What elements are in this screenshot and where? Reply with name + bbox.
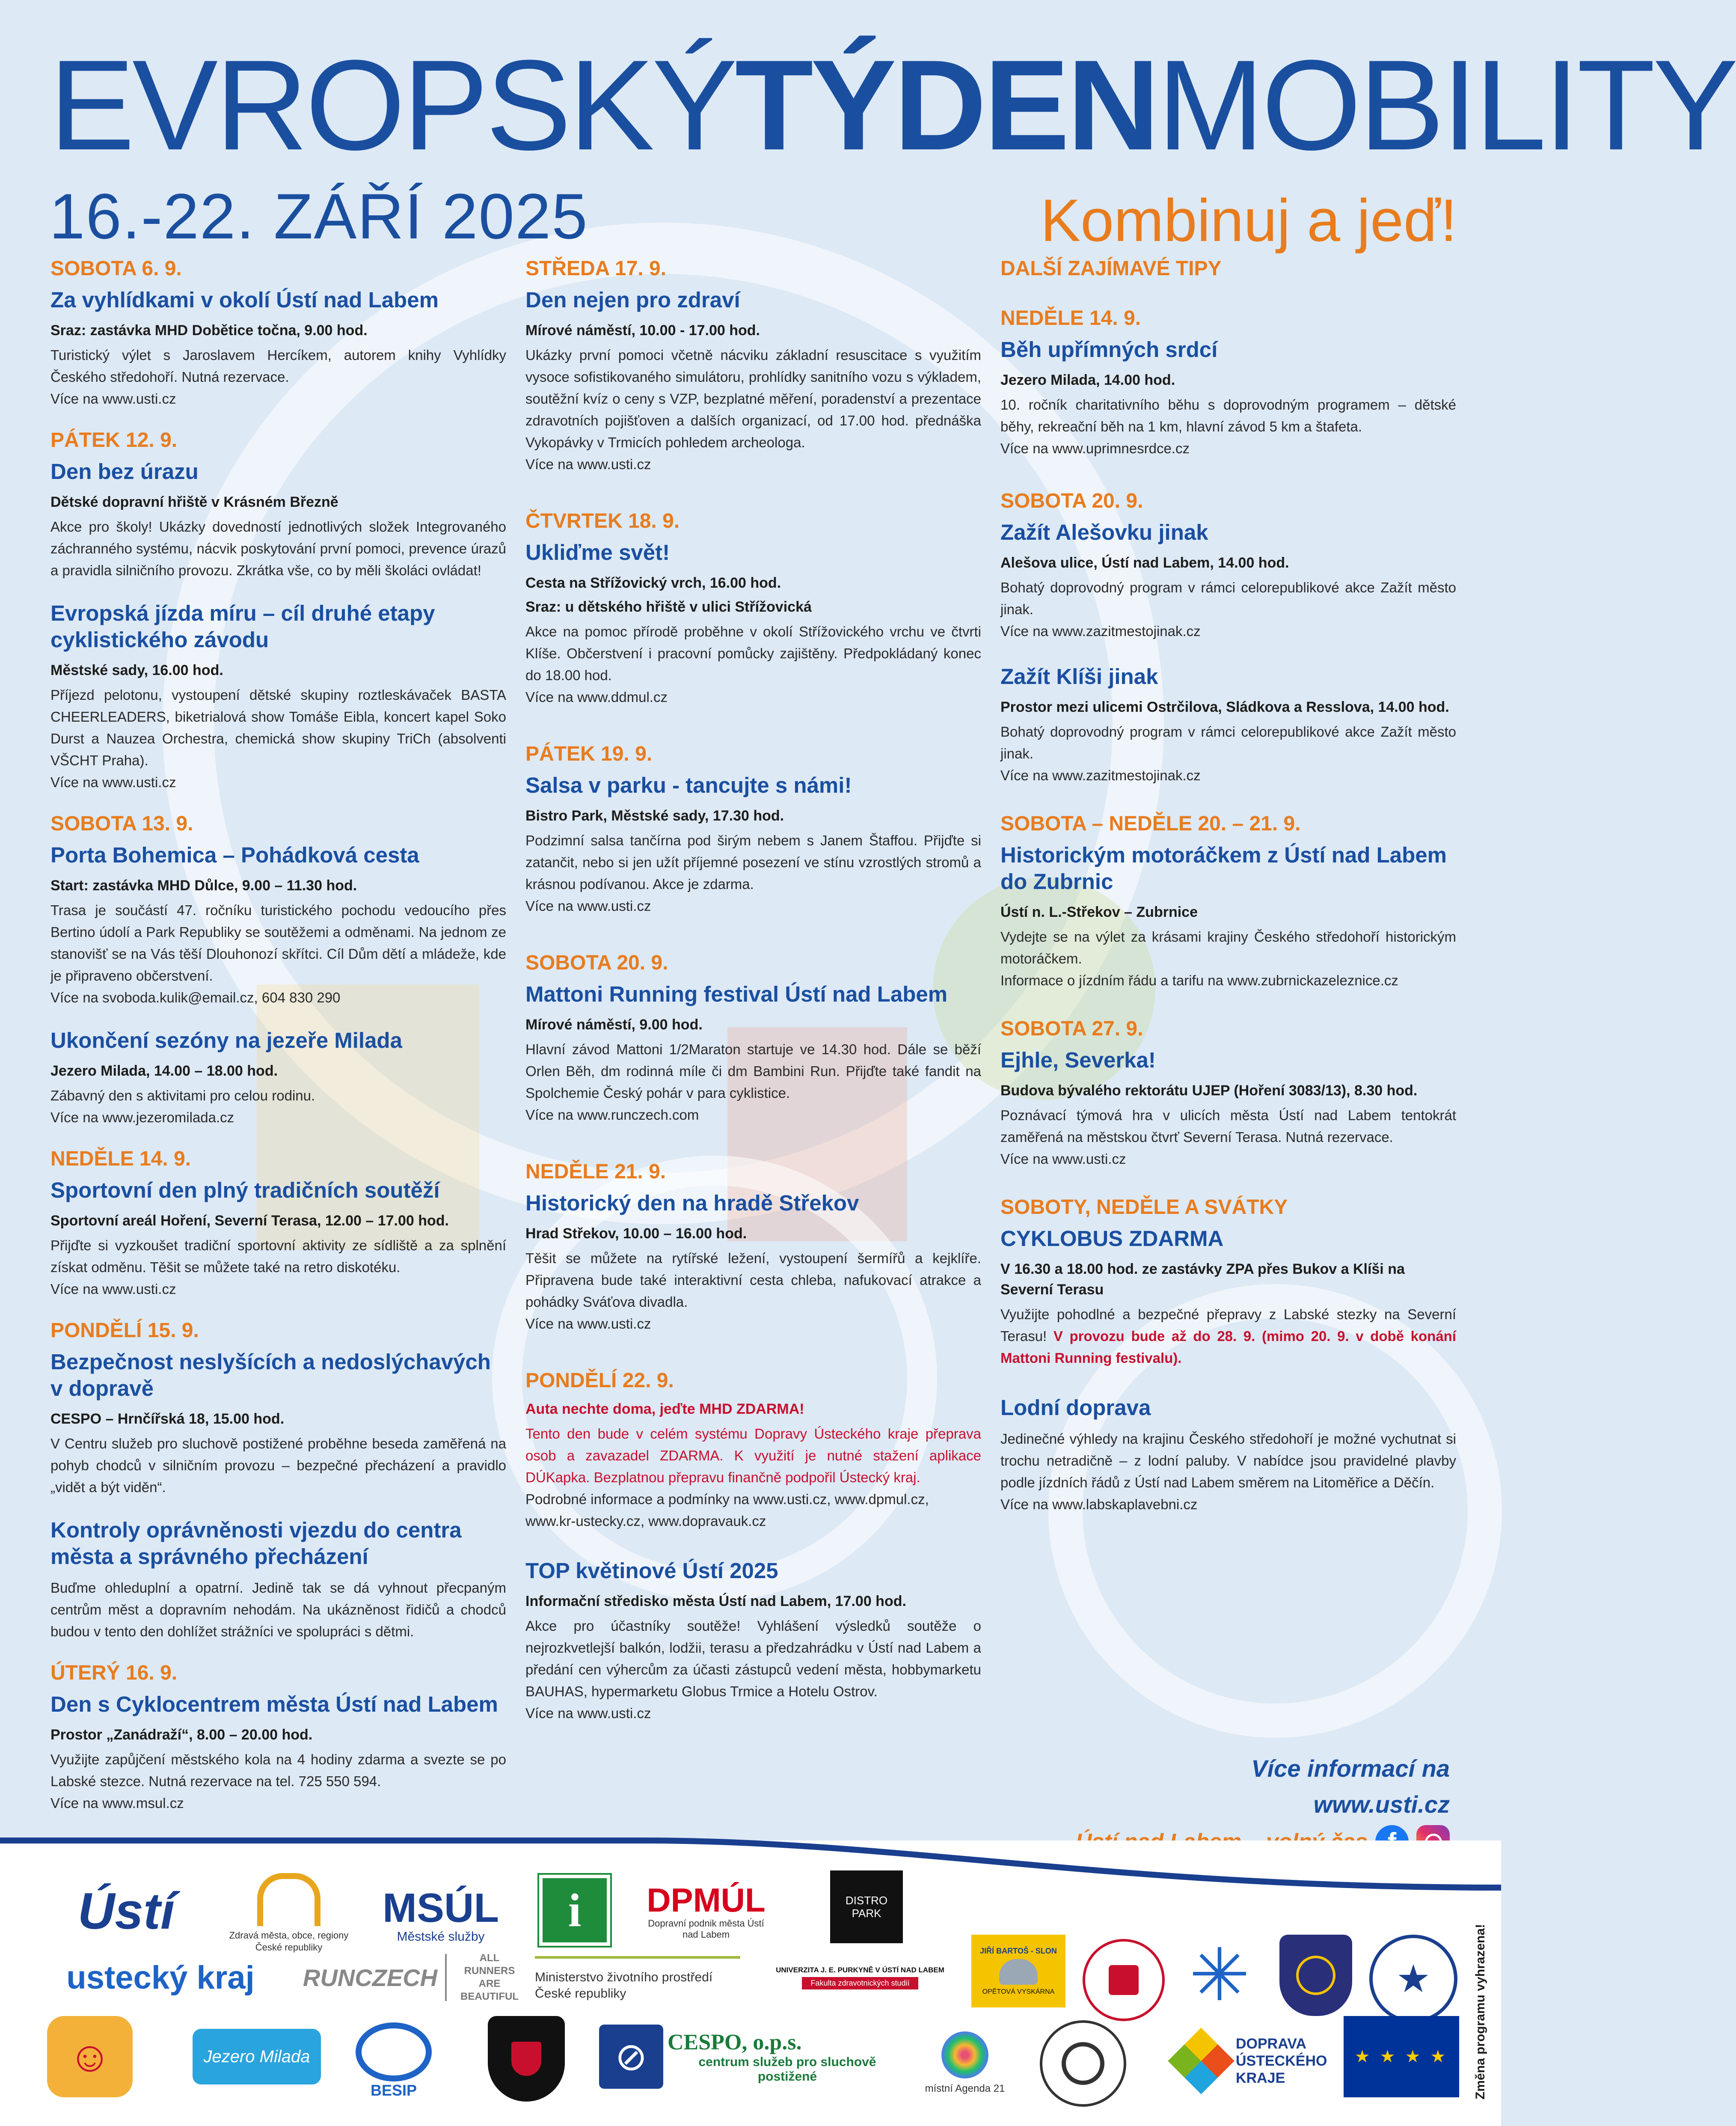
logo-ujep-sub: Fakulta zdravotnických studií	[802, 1977, 918, 1989]
event-description	[1000, 1303, 1456, 1369]
event-block	[1000, 489, 1456, 642]
event-block	[525, 951, 981, 1126]
program-column-3	[1000, 257, 1456, 1534]
event-title: TOP květinové Ústí 2025	[525, 1558, 778, 1583]
elephant-icon	[999, 1959, 1038, 1985]
event-place: Dětské dopravní hřiště v Krásném Březně	[50, 494, 338, 510]
logo-msul-text: MSÚL	[383, 1885, 499, 1931]
event-block	[50, 1147, 506, 1300]
railway-wheel-icon	[1062, 2042, 1104, 2085]
poster-header	[49, 33, 1736, 254]
besip-icon	[356, 2022, 432, 2081]
program-change-text: Změna programu vyhrazena!	[1473, 1924, 1487, 2100]
event-link: Více na www.msul.cz	[50, 1795, 184, 1811]
police-shield-icon	[511, 2042, 541, 2076]
event-day: SOBOTA 20. 9.	[1000, 490, 1143, 512]
event-link: Více na www.usti.cz	[50, 774, 176, 790]
logo-hasici	[1083, 1939, 1165, 2021]
event-place: Alešova ulice, Ústí nad Labem, 14.00 hod.	[1000, 555, 1289, 571]
event-place: Jezero Milada, 14.00 hod.	[1000, 372, 1175, 388]
event-place: Prostor „Zanádraží“, 8.00 – 20.00 hod.	[50, 1727, 313, 1743]
event-place: Sportovní areál Hoření, Severní Terasa, 12.00 – 17.00 hod.	[50, 1213, 449, 1229]
event-link: Více na www.usti.cz	[525, 1705, 651, 1721]
event-day: STŘEDA 17. 9.	[525, 257, 666, 280]
slogan: Kombinuj a jeď!	[1040, 187, 1457, 254]
event-day: NEDĚLE 14. 9.	[50, 1148, 191, 1170]
police-star-icon: ★	[1396, 1957, 1431, 2001]
event-title: Porta Bohemica – Pohádková cesta	[50, 843, 419, 867]
event-link: Více na www.usti.cz	[525, 456, 651, 472]
hearing-impaired-icon: ⊘	[615, 2035, 647, 2078]
program-column-2	[525, 257, 981, 1743]
logo-msul	[372, 1879, 509, 1952]
event-description: Hlavní závod Mattoni 1/2Maraton startuje ve 14.30 hod. Dále se běží Orlen Běh, dm rodinná míle či dm Bambini Run. Přijďte také fandit na Spolchemie Český pohár v para cyklistice.	[525, 1041, 981, 1101]
event-place: Mírové náměstí, 9.00 hod.	[525, 1017, 703, 1033]
title-part-tyden: TÝDEN	[735, 33, 1157, 177]
event-block	[50, 428, 506, 581]
event-place: Cesta na Střížovický vrch, 16.00 hod.	[525, 575, 781, 591]
event-description: Akce pro školy! Ukázky dovedností jednotlivých složek Integrovaného záchranného systému, nácvik poskytování první pomoci, prevence úrazů a pravidla silničního provozu. Zkrátka vše, co by měli školáci ovládat!	[50, 519, 506, 578]
poster-title	[49, 34, 1736, 175]
logo-dpmul	[633, 1877, 779, 1945]
logo-jiri-bartos	[971, 1935, 1065, 2007]
logo-dpmul-text: DPMÚL	[647, 1881, 766, 1919]
eu-stars-icon: ★ ★ ★ ★	[1354, 2047, 1448, 2066]
event-description: Ukázky první pomoci včetně nácviku základní resuscitace s využitím vysoce sofistikovaného simulátoru, prohlídky sanitního vozu s výkladem, soutěžní kvíz o ceny s VZP, bezplatné měření, poradenství a prezentace zdravotních pojišťoven a dalších organizací, od 17.00 hod. přednáška Vykopávky v Trmicích pohledem archeologa.	[525, 347, 981, 450]
event-title: Ejhle, Severka!	[1000, 1048, 1156, 1072]
logo-kraj-text: ustecký kraj	[66, 1959, 255, 1996]
event-day: SOBOTA 6. 9.	[50, 257, 182, 280]
event-day: NEDĚLE 21. 9.	[525, 1160, 666, 1183]
event-block-free-transport	[525, 1369, 981, 1532]
event-title: Den nejen pro zdraví	[525, 288, 740, 312]
event-day: SOBOTA – NEDĚLE 20. – 21. 9.	[1000, 812, 1301, 835]
logo-zdrava-text: Zdravá města, obce, regiony České republiky	[229, 1930, 349, 1953]
arrows-icon	[1168, 2028, 1234, 2094]
event-place: Informační středisko města Ústí nad Labem, 17.00 hod.	[525, 1593, 906, 1609]
event-block	[50, 257, 506, 410]
event-title: Zažít Klíši jinak	[1000, 664, 1158, 689]
event-place: Sraz: zastávka MHD Dobětice točna, 9.00 hod.	[50, 322, 368, 339]
event-place: Start: zastávka MHD Důlce, 9.00 – 11.30 hod.	[50, 877, 357, 894]
logo-ujep	[766, 1956, 954, 1999]
event-description: Turistický výlet s Jaroslavem Hercíkem, autorem knihy Vyhlídky Českého středohoří. Nutná rezervace.	[50, 347, 506, 385]
free-transport-headline: Auta nechte doma, jeďte MHD ZDARMA!	[525, 1401, 804, 1417]
event-block	[50, 600, 506, 793]
event-block	[50, 1319, 506, 1498]
logo-agenda-text: místní Agenda 21	[925, 2083, 1005, 2094]
logo-doprava-uk	[1164, 2029, 1352, 2093]
event-block	[525, 509, 981, 708]
event-link: Více na www.zazitmestojinak.cz	[1000, 767, 1201, 783]
event-day: SOBOTA 20. 9.	[525, 951, 668, 974]
logo-runczech	[300, 1956, 441, 1999]
info-icon: i	[568, 1884, 582, 1936]
event-description: V Centru služeb pro sluchově postižené proběhne beseda zaměřená na pohyb chodců v silničním provozu – bezpečné přecházení a pravidlo „vidět a být viděn“.	[50, 1436, 506, 1495]
event-day: PONDĚLÍ 15. 9.	[50, 1319, 199, 1342]
event-link: Více na www.ddmul.cz	[525, 689, 668, 705]
star-of-life-icon: ✳	[1189, 1935, 1250, 2016]
event-place: V 16.30 a 18.00 hod. ze zastávky ZPA přes Bukov a Klíši na Severní Terasu	[1000, 1261, 1405, 1298]
event-day: PONDĚLÍ 22. 9.	[525, 1369, 674, 1392]
more-info-link[interactable]: www.usti.cz	[1313, 1791, 1450, 1818]
event-title: Kontroly oprávněnosti vjezdu do centra města a správného přecházení	[50, 1518, 462, 1569]
event-block	[1000, 663, 1456, 786]
cyklobus-operation-note: V provozu bude až do 28. 9. (mimo 20. 9. v době konání Mattoni Running festivalu).	[1000, 1328, 1457, 1366]
logo-ustecky-kraj	[60, 1952, 261, 2003]
event-block	[1000, 306, 1456, 459]
logo-distro-text: DISTRO PARK	[845, 1894, 888, 1920]
event-title: Mattoni Running festival Ústí nad Labem	[525, 982, 948, 1006]
event-title: Ukončení sezóny na jezeře Milada	[50, 1028, 402, 1053]
event-place: Hrad Střekov, 10.00 – 16.00 hod.	[525, 1225, 747, 1242]
event-place: Ústí n. L.-Střekov – Zubrnice	[1000, 904, 1198, 920]
logo-besip	[351, 2020, 436, 2102]
logo-msul-sub: Městské služby	[397, 1930, 485, 1944]
event-link: Více na www.usti.cz	[525, 898, 651, 914]
event-title: Historický den na hradě Střekov	[525, 1191, 859, 1215]
event-title: Zažít Alešovku jinak	[1000, 520, 1208, 544]
event-day: PÁTEK 12. 9.	[50, 429, 178, 452]
event-title: Historickým motoráčkem z Ústí nad Labem do Zubrnic	[1000, 843, 1447, 894]
event-title: Lodní doprava	[1000, 1395, 1151, 1420]
logo-besip-text: BESIP	[370, 2081, 417, 2099]
logo-mzp	[535, 1956, 740, 2009]
event-day: ÚTERÝ 16. 9.	[50, 1662, 178, 1684]
event-block	[50, 1517, 506, 1642]
agenda-dots-icon	[941, 2031, 988, 2078]
event-link: Více na www.zazitmestojinak.cz	[1000, 623, 1201, 639]
event-place: Jezero Milada, 14.00 – 18.00 hod.	[50, 1063, 278, 1079]
event-description: Jedinečné výhledy na krajinu Českého středohoří je možné vychutnat si trochu netradičně – z lodní paluby. V nabídce jsou pravidelné plavby podle jízdních řádů z Ústí nad Labem směrem na Litoměřice a Děčín.	[1000, 1431, 1456, 1490]
event-link: Více na www.usti.cz	[50, 1281, 176, 1297]
logo-runners-text: ALL RUNNERS ARE BEAUTIFUL	[460, 1952, 519, 2002]
police-badge-icon	[1296, 1956, 1335, 1995]
event-link: Více na www.usti.cz	[50, 391, 176, 407]
event-place: CESPO – Hrnčířská 18, 15.00 hod.	[50, 1411, 285, 1427]
free-transport-description: Tento den bude v celém systému Dopravy Ústeckého kraje přeprava osob a zavazadel ZDARMA. K využití je nutné stažení aplikace DÚKapka. Bezplatnou přepravu finančně podpořil Ústecký kraj.	[525, 1426, 981, 1485]
event-description: Zábavný den s aktivitami pro celou rodinu.	[50, 1088, 315, 1103]
event-link: Více na www.labskaplavebni.cz	[1000, 1496, 1198, 1512]
event-dates: 16.-22. ZÁŘÍ 2025	[49, 180, 588, 252]
event-day: PÁTEK 19. 9.	[525, 743, 653, 765]
event-description: Buďme ohleduplní a opatrní. Jedině tak se dá vyhnout přecpaným centrům měst a dopravním nehodám. Na ukázněnost řidičů a chodců budou v tento den dohlížet strážníci ve spolupráci s dětmi.	[50, 1580, 506, 1639]
event-title: CYKLOBUS ZDARMA	[1000, 1226, 1224, 1251]
event-meeting-point: Sraz: u dětského hřiště v ulici Střížovická	[525, 599, 812, 615]
logo-jezero-milada	[193, 2029, 321, 2084]
logo-ujep-text: UNIVERZITA J. E. PURKYNĚ V ÚSTÍ NAD LABEM	[776, 1965, 944, 1974]
title-part-evropsky: EVROPSKÝ	[49, 33, 735, 177]
event-title: Bezpečnost neslyšících a nedoslýchavých v dopravě	[50, 1350, 491, 1400]
logo-mestska-policie-badge	[1279, 1935, 1352, 2016]
event-description: Vydejte se na výlet za krásami krajiny Českého středohoří historickým motoráčkem.	[1000, 929, 1456, 966]
cyklobus-description: Využijte pohodlné a bezpečné přepravy z Labské stezky na Severní Terasu!	[1000, 1306, 1456, 1344]
event-title: Den s Cyklocentrem města Ústí nad Labem	[50, 1692, 498, 1716]
logo-usti	[47, 1879, 205, 1943]
event-title: Evropská jízda míru – cíl druhé etapy cyklistického závodu	[50, 601, 435, 652]
logo-policie-cr	[1369, 1935, 1457, 2023]
event-place: Budova bývalého rektorátu UJEP (Hoření 3083/13), 8.30 hod.	[1000, 1082, 1418, 1099]
event-title: Ukliďme svět!	[525, 540, 670, 565]
event-description: Podzimní salsa tančírna pod širým nebem s Janem Štaffou. Přijďte si zatančit, nebo si jen užít příjemné posezení ve stínu vzrostlých stromů a krásnou podívanou. Akce je zdarma.	[525, 833, 981, 892]
event-link: Více na www.usti.cz	[1000, 1151, 1126, 1167]
event-block	[1000, 1017, 1456, 1170]
event-title: Salsa v parku - tancujte s námi!	[525, 773, 852, 797]
event-description: Využijte zapůjčení městského kola na 4 hodiny zdarma a svezte se po Labské stezce. Nutná rezervace na tel. 725 550 594.	[50, 1751, 506, 1789]
program-change-note	[1468, 1913, 1493, 2110]
event-description: Akce na pomoc přírodě proběhne v okolí Střížovického vrchu ve čtvrti Klíše. Občerstvení i pracovní pomůcky zajištěny. Předpokládaný konec do 18.00 hod.	[525, 624, 981, 683]
event-block	[1000, 1395, 1456, 1515]
event-link: Více na www.runczech.com	[525, 1107, 699, 1123]
house-icon	[257, 1873, 320, 1926]
fire-brigade-icon	[1109, 1965, 1139, 1995]
logo-distro-park	[830, 1870, 903, 1943]
logo-bartos-text: JIŘÍ BARTOŠ - SLON	[980, 1946, 1057, 1955]
event-description: Trasa je součástí 47. ročníku turistického pochodu vedoucího přes Bertino údolí a Park Republiky se soutěžemi a odměnami. Na jednom ze stanovišť se na Vás těší Dlouhonozí skřítci. Cíl Dům dětí a mládeže, kde je připraveno občerstvení.	[50, 902, 506, 984]
event-link: Více na svoboda.kulik@email.cz, 604 830 290	[50, 990, 341, 1005]
event-block	[525, 257, 981, 475]
event-block	[525, 742, 981, 917]
logo-cespo-text: CESPO, o.p.s.	[668, 2030, 802, 2055]
logo-mzp-text: Ministerstvo životního prostředí České republiky	[535, 1970, 713, 2001]
event-place: Bistro Park, Městské sady, 17.30 hod.	[525, 808, 784, 824]
event-day: SOBOTA 27. 9.	[1000, 1017, 1143, 1040]
logo-doprava-text: DOPRAVA ÚSTECKÉHO KRAJE	[1236, 2036, 1327, 2086]
event-title: Běh upřímných srdcí	[1000, 337, 1218, 362]
logo-zubrnicka-zeleznice	[1040, 2020, 1126, 2107]
logo-agenda-21	[916, 2020, 1014, 2106]
event-description: 10. ročník charitativního běhu s doprovodným programem – dětské běhy, rekreační běh na 1 km, hlavní závod 5 km a štafeta.	[1000, 397, 1456, 434]
event-description: Těšit se můžete na rytířské ležení, vystoupení šermířů a kejklíře. Připravena bude také interaktivní cesta chleba, nafukovací atrakce a pohádky Sváťova divadla.	[525, 1250, 981, 1310]
event-block	[50, 1027, 506, 1128]
tips-heading: DALŠÍ ZAJÍMAVÉ TIPY	[1000, 257, 1222, 280]
logo-dpmul-sub: Dopravní podnik města Ústí nad Labem	[648, 1918, 764, 1940]
event-block-cyklobus	[1000, 1195, 1456, 1369]
event-link: Více na www.usti.cz	[525, 1316, 651, 1332]
logo-info-centre	[539, 1875, 610, 1946]
program-column-1	[50, 257, 506, 1833]
event-link: Více na www.uprimnesrdce.cz	[1000, 440, 1190, 456]
logo-bartos-sub: OPĚTOVÁ VYSKÁRNA	[982, 1988, 1055, 1995]
event-title: Za vyhlídkami v okolí Ústí nad Labem	[50, 288, 439, 312]
event-title: Sportovní den plný tradičních soutěží	[50, 1178, 440, 1202]
logo-skola	[47, 2016, 133, 2097]
logo-cespo	[668, 2029, 907, 2084]
event-title: Den bez úrazu	[50, 459, 199, 484]
event-block	[525, 1160, 981, 1335]
event-link: Více na www.jezeromilada.cz	[50, 1109, 234, 1125]
children-icon: ☺	[68, 2032, 112, 2081]
event-place: Prostor mezi ulicemi Ostrčilova, Sládkova a Resslova, 14.00 hod.	[1000, 699, 1449, 715]
event-block	[1000, 812, 1456, 991]
logo-zdrava-mesta	[218, 1866, 359, 1960]
logo-zachranna-sluzba	[1181, 1937, 1258, 2014]
title-part-mobility: MOBILITY	[1157, 33, 1736, 177]
event-day: ČTVRTEK 18. 9.	[525, 510, 680, 532]
event-day: NEDĚLE 14. 9.	[1000, 307, 1141, 330]
event-description: Poznávací týmová hra v ulicích města Ústí nad Labem tentokrát zaměřená na městskou čtvrť Severní Terasa. Nutná rezervace.	[1000, 1107, 1456, 1145]
sponsor-footer	[0, 1841, 1501, 2126]
logo-usti-text: Ústí	[77, 1882, 175, 1940]
logo-runczech-text: RUNCZECH	[303, 1964, 438, 1991]
event-place: Městské sady, 16.00 hod.	[50, 662, 223, 678]
logo-milada-text: Jezero Milada	[203, 2047, 310, 2066]
event-block	[50, 812, 506, 1008]
event-block	[50, 1661, 506, 1814]
more-info-label: Více informací na	[1251, 1755, 1450, 1782]
event-description: Příjezd pelotonu, vystoupení dětské skupiny roztleskávaček BASTA CHEERLEADERS, biketrialová show Tomáše Eibla, koncert kapel Soko Durst a Nauzea Orchestra, chemická show skupiny TriCh (absolventi VŠCHT Praha).	[50, 687, 506, 768]
logo-all-runners	[445, 1954, 532, 2001]
logo-eu-flag	[1344, 2016, 1459, 2097]
free-transport-links: Podrobné informace a podmínky na www.usti.cz, www.dpmul.cz, www.kr-ustecky.cz, www.dopravauk.cz	[525, 1491, 929, 1529]
event-day: SOBOTY, NEDĚLE A SVÁTKY	[1000, 1196, 1288, 1219]
event-description: Bohatý doprovodný program v rámci celorepublikové akce Zažít město jinak.	[1000, 724, 1456, 761]
logo-mestska-policie-usti	[488, 2016, 565, 2102]
event-description: Bohatý doprovodný program v rámci celorepublikové akce Zažít město jinak.	[1000, 580, 1456, 617]
event-day: SOBOTA 13. 9.	[50, 812, 193, 835]
event-description: Přijďte si vyzkoušet tradiční sportovní aktivity ze sídliště a za splnění získat odměnu. Těšit se můžete také na retro diskotéku.	[50, 1237, 506, 1275]
event-place: Mírové náměstí, 10.00 - 17.00 hod.	[525, 322, 760, 339]
logo-cespo-sub: centrum služeb pro sluchově postižené	[698, 2055, 876, 2084]
event-link: Informace o jízdním řádu a tarifu na www.zubrnickazeleznice.cz	[1000, 972, 1398, 988]
event-description: Akce pro účastníky soutěže! Vyhlášení výsledků soutěže o nejrozkvetlejší balkón, lodžii, terasu a předzahrádku v Ústí nad Labem a předání cen výhercům za účasti zástupců vedení města, hobbymarketu BAUHAS, hypermarketu Globus Trmice a Hotelu Ostrov.	[525, 1618, 981, 1699]
event-block	[525, 1558, 981, 1724]
logo-cespo-icon	[599, 2025, 663, 2089]
